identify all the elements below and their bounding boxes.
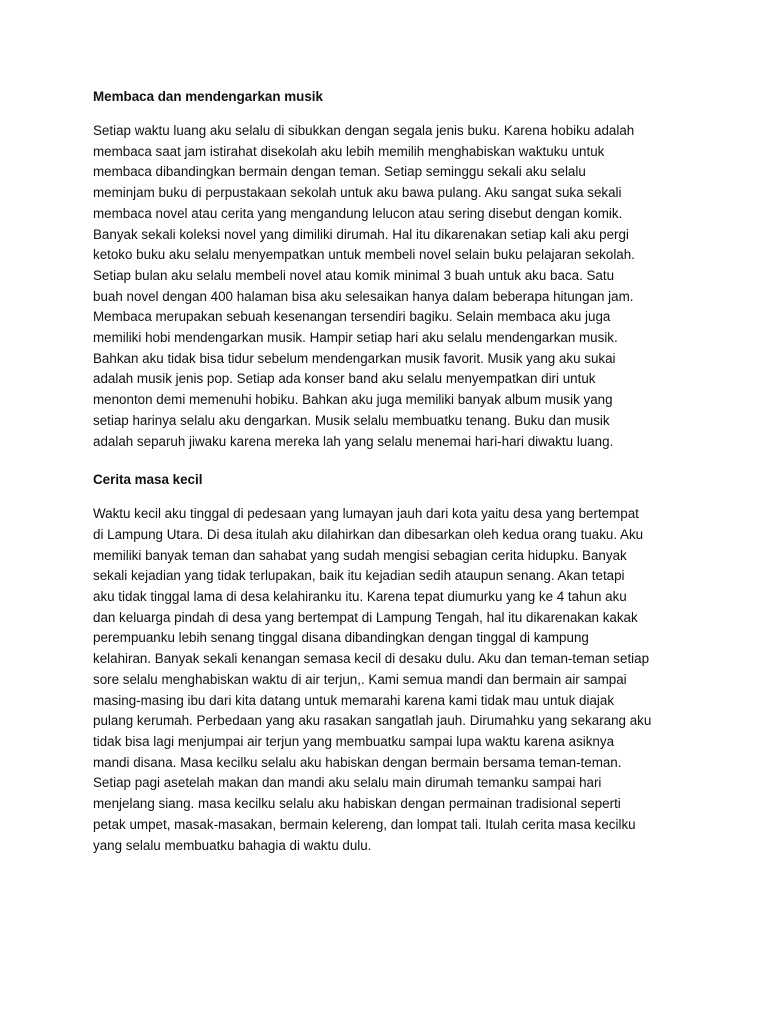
text-line: masing-masing ibu dari kita datang untuk memarahi karena kami tidak mau untuk diajak — [93, 692, 615, 708]
text-line: Bahkan aku tidak bisa tidur sebelum mendengarkan musik favorit. Musik yang aku sukai — [93, 350, 616, 366]
text-line: ketoko buku aku selalu menyempatkan untuk membeli novel selain buku pelajaran sekolah. — [93, 247, 635, 263]
text-line: menjelang siang. masa kecilku selalu aku habiskan dengan permainan tradisional seperti — [93, 796, 621, 812]
text-line: meminjam buku di perpustakaan sekolah untuk aku bawa pulang. Aku sangat suka sekali — [93, 185, 622, 201]
section-heading-membaca: Membaca dan mendengarkan musik — [93, 89, 323, 104]
text-line: mandi disana. Masa kecilku selalu aku habiskan dengan bermain bersama teman-teman. — [93, 754, 622, 770]
paragraph-membaca — [93, 121, 663, 452]
document-page — [93, 88, 663, 875]
text-line: aku tidak tinggal lama di desa kelahiranku itu. Karena tepat diumurku yang ke 4 tahun aku — [93, 589, 627, 605]
text-line: adalah musik jenis pop. Setiap ada konser band aku selalu menyempatkan diri untuk — [93, 371, 596, 387]
text-line: yang selalu membuatku bahagia di waktu dulu. — [93, 837, 372, 853]
text-line: buah novel dengan 400 halaman bisa aku selesaikan hanya dalam beberapa hitungan jam. — [93, 288, 634, 304]
paragraph-cerita — [93, 504, 663, 856]
text-line: kelahiran. Banyak sekali kenangan semasa kecil di desaku dulu. Aku dan teman-teman setiap — [93, 651, 650, 667]
text-line: petak umpet, masak-masakan, bermain kelereng, dan lompat tali. Itulah cerita masa kecilku — [93, 816, 636, 832]
text-line: menonton demi memenuhi hobiku. Bahkan aku juga memiliki banyak album musik yang — [93, 392, 613, 408]
text-line: Banyak sekali koleksi novel yang dimiliki dirumah. Hal itu dikarenakan setiap kali aku pergi — [93, 226, 629, 242]
text-line: dan keluarga pindah di desa yang bertempat di Lampung Tengah, hal itu dikarenakan kakak — [93, 609, 638, 625]
text-line: memiliki banyak teman dan sahabat yang sudah mengisi sebagian cerita hidupku. Banyak — [93, 547, 627, 563]
text-line: sekali kejadian yang tidak terlupakan, baik itu kejadian sedih ataupun senang. Akan tetapi — [93, 568, 625, 584]
text-line: Setiap waktu luang aku selalu di sibukkan dengan segala jenis buku. Karena hobiku adalah — [93, 123, 635, 138]
text-line: di Lampung Utara. Di desa itulah aku dilahirkan dan dibesarkan oleh kedua orang tuaku. Aku — [93, 526, 644, 542]
text-line: memiliki hobi mendengarkan musik. Hampir setiap hari aku selalu mendengarkan musik. — [93, 330, 618, 346]
text-line: Setiap bulan aku selalu membeli novel atau komik minimal 3 buah untuk aku baca. Satu — [93, 267, 615, 283]
section-heading-cerita: Cerita masa kecil — [93, 472, 203, 488]
text-line: Waktu kecil aku tinggal di pedesaan yang lumayan jauh dari kota yaitu desa yang bertempat — [93, 506, 639, 522]
text-line: membaca saat jam istirahat disekolah aku lebih memilih menghabiskan waktuku untuk — [93, 143, 605, 159]
text-line: pulang kerumah. Perbedaan yang aku rasakan sangatlah jauh. Dirumahku yang sekarang aku — [93, 713, 652, 729]
text-line: perempuanku lebih senang tinggal disana dibandingkan dengan tinggal di kampung — [93, 630, 589, 646]
text-line: adalah separuh jiwaku karena mereka lah yang selalu menemai hari-hari diwaktu luang. — [93, 433, 614, 449]
text-line: tidak bisa lagi menjumpai air terjun yang membuatku sampai lupa waktu karena asiknya — [93, 733, 615, 749]
text-line: sore selalu menghabiskan waktu di air terjun,. Kami semua mandi dan bermain air sampai — [93, 671, 627, 687]
text-line: Membaca merupakan sebuah kesenangan tersendiri bagiku. Selain membaca aku juga — [93, 309, 611, 325]
text-line: Setiap pagi asetelah makan dan mandi aku selalu main dirumah temanku sampai hari — [93, 775, 602, 791]
text-line: membaca novel atau cerita yang mengandung lelucon atau sering disebut dengan komik. — [93, 205, 623, 221]
text-line: membaca dibandingkan bermain dengan teman. Setiap seminggu sekali aku selalu — [93, 164, 586, 180]
text-line: setiap harinya selalu aku dengarkan. Musik selalu membuatku tenang. Buku dan musik — [93, 412, 610, 428]
